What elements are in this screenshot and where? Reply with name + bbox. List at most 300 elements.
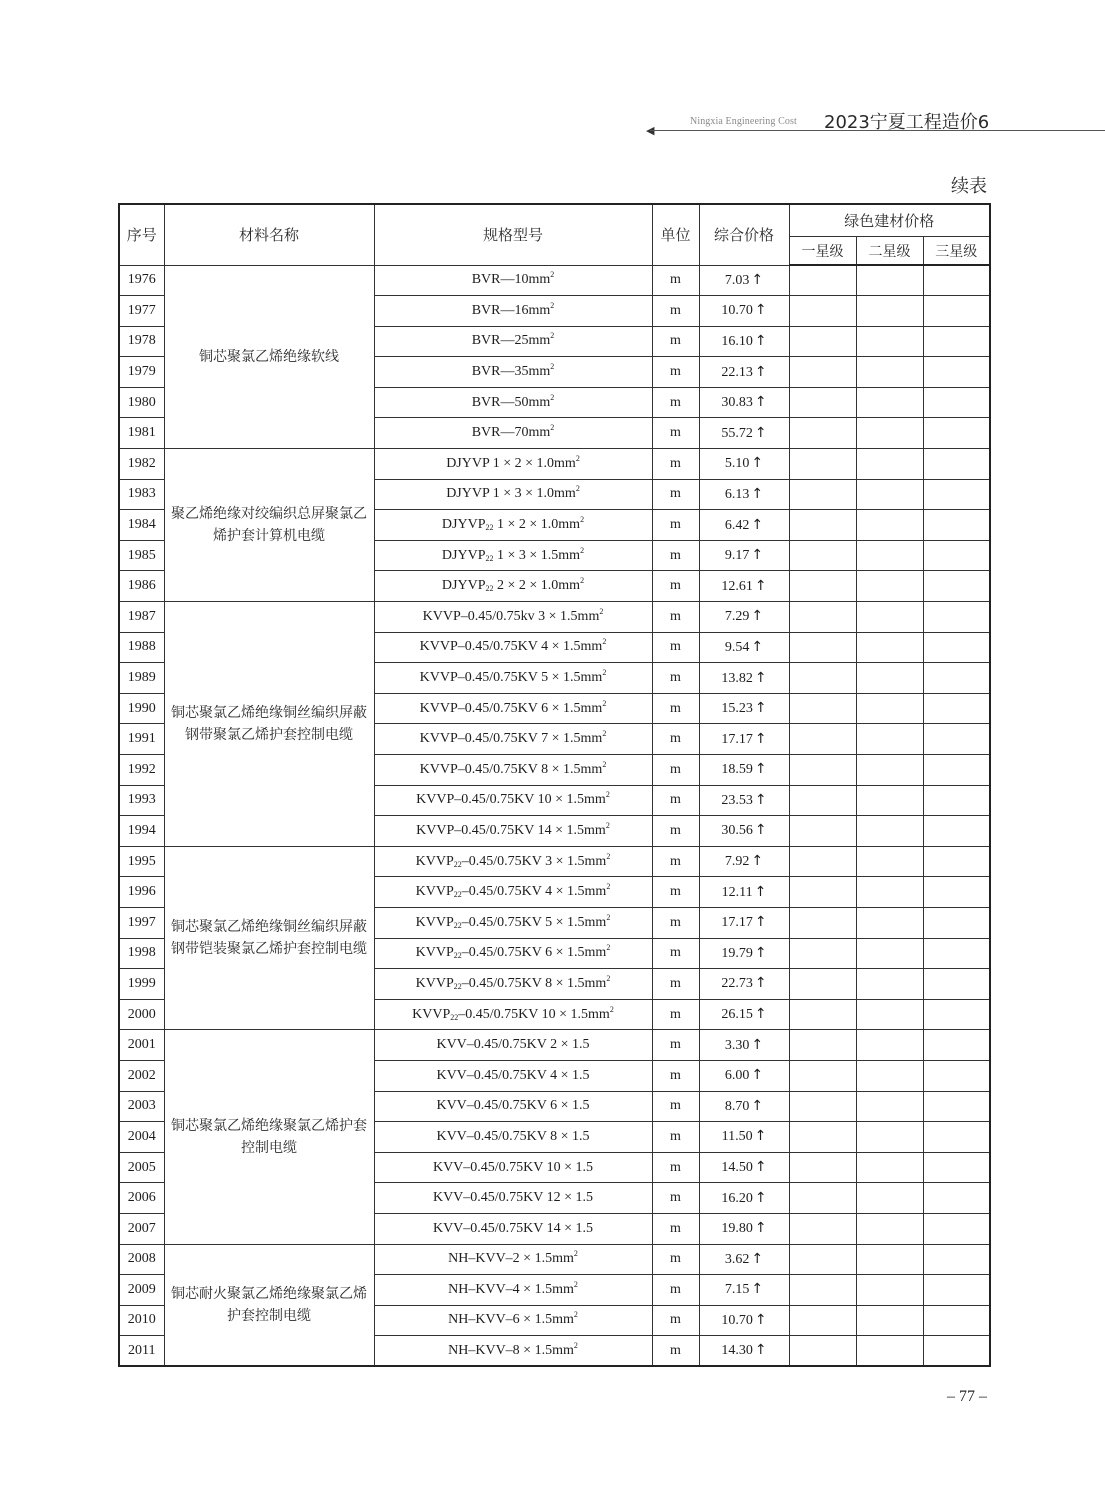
spec-model	[374, 571, 652, 602]
price-value: 3.62	[724, 1251, 750, 1267]
up-arrow-icon: ↑	[751, 638, 764, 655]
star3-price	[923, 387, 990, 418]
up-arrow-icon: ↑	[751, 485, 764, 502]
price-value: 9.54	[724, 639, 750, 655]
up-arrow-icon: ↑	[754, 975, 767, 992]
star2-price	[856, 907, 923, 938]
spec-model	[374, 357, 652, 388]
star1-price	[789, 1183, 856, 1214]
composite-price	[699, 326, 789, 357]
star2-price	[856, 510, 923, 541]
up-arrow-icon: ↑	[754, 1159, 767, 1176]
unit: m	[652, 1060, 699, 1091]
spec-prefix: KVVP	[415, 884, 454, 900]
price-value: 15.23	[721, 701, 753, 717]
up-arrow-icon: ↑	[751, 271, 764, 288]
price-value: 10.70	[721, 303, 753, 319]
star2-price	[856, 540, 923, 571]
spec-model	[374, 846, 652, 877]
composite-price	[699, 1060, 789, 1091]
spec-text: BVR—16mm	[471, 302, 551, 318]
spec-superscript: 2	[575, 484, 580, 494]
unit: m	[652, 1336, 699, 1367]
up-arrow-icon: ↑	[754, 669, 767, 686]
spec-text: KVVP–0.45/0.75KV 10 × 1.5mm	[416, 792, 606, 808]
row-number: 1986	[119, 571, 164, 602]
price-value: 17.17	[721, 731, 753, 747]
spec-model	[374, 1152, 652, 1183]
spec-superscript: 2	[580, 576, 585, 586]
spec-model	[374, 296, 652, 327]
row-number: 1989	[119, 663, 164, 694]
star2-price	[856, 724, 923, 755]
spec-superscript: 2	[580, 545, 585, 555]
star1-price	[789, 1122, 856, 1153]
up-arrow-icon: ↑	[754, 424, 767, 441]
unit: m	[652, 540, 699, 571]
material-name: 铜芯聚氯乙烯绝缘聚氯乙烯护套控制电缆	[164, 1030, 374, 1244]
up-arrow-icon: ↑	[751, 1250, 764, 1267]
table-body	[119, 265, 990, 1366]
star2-price	[856, 571, 923, 602]
spec-model	[374, 1122, 652, 1153]
header-star1: 一星级	[789, 237, 856, 266]
price-value: 5.10	[724, 456, 750, 472]
star1-price	[789, 1152, 856, 1183]
star1-price	[789, 999, 856, 1030]
composite-price	[699, 479, 789, 510]
header-price: 综合价格	[699, 204, 789, 265]
spec-text: KVV–0.45/0.75KV 2 × 1.5	[436, 1037, 590, 1053]
row-number: 1995	[119, 846, 164, 877]
spec-text: KVV–0.45/0.75KV 8 × 1.5	[436, 1128, 590, 1144]
price-value: 8.70	[724, 1098, 750, 1114]
up-arrow-icon: ↑	[754, 1342, 767, 1359]
composite-price	[699, 571, 789, 602]
spec-model	[374, 907, 652, 938]
star3-price	[923, 846, 990, 877]
spec-text: DJYVP 1 × 3 × 1.0mm	[446, 486, 576, 502]
star3-price	[923, 571, 990, 602]
price-value: 6.00	[724, 1068, 750, 1084]
unit: m	[652, 479, 699, 510]
star3-price	[923, 540, 990, 571]
table-row	[119, 1244, 990, 1275]
star3-price	[923, 1213, 990, 1244]
up-arrow-icon: ↑	[751, 547, 764, 564]
star2-price	[856, 1305, 923, 1336]
spec-subscript: 22	[485, 584, 494, 594]
star1-price	[789, 724, 856, 755]
spec-superscript: 2	[606, 912, 611, 922]
spec-text: BVR—50mm	[471, 394, 551, 410]
spec-superscript: 2	[606, 851, 611, 861]
star2-price	[856, 1030, 923, 1061]
star2-price	[856, 1275, 923, 1306]
row-number: 2008	[119, 1244, 164, 1275]
unit: m	[652, 755, 699, 786]
unit: m	[652, 1152, 699, 1183]
up-arrow-icon: ↑	[754, 822, 767, 839]
star3-price	[923, 510, 990, 541]
price-value: 10.70	[721, 1312, 753, 1328]
up-arrow-icon: ↑	[754, 363, 767, 380]
up-arrow-icon: ↑	[754, 1006, 767, 1023]
price-value: 22.73	[721, 976, 753, 992]
unit: m	[652, 1275, 699, 1306]
up-arrow-icon: ↑	[754, 1189, 767, 1206]
star2-price	[856, 265, 923, 296]
spec-model	[374, 265, 652, 296]
star1-price	[789, 907, 856, 938]
star2-price	[856, 693, 923, 724]
price-value: 55.72	[721, 425, 753, 441]
composite-price	[699, 1244, 789, 1275]
composite-price	[699, 1305, 789, 1336]
up-arrow-icon: ↑	[751, 455, 764, 472]
star3-price	[923, 602, 990, 633]
unit: m	[652, 1091, 699, 1122]
star1-price	[789, 1213, 856, 1244]
spec-text: KVV–0.45/0.75KV 12 × 1.5	[432, 1190, 594, 1206]
unit: m	[652, 1122, 699, 1153]
row-number: 1987	[119, 602, 164, 633]
price-value: 3.30	[724, 1037, 750, 1053]
spec-superscript: 2	[602, 698, 607, 708]
row-number: 1982	[119, 449, 164, 480]
unit: m	[652, 969, 699, 1000]
star2-price	[856, 479, 923, 510]
unit: m	[652, 632, 699, 663]
spec-model	[374, 540, 652, 571]
price-value: 6.42	[724, 517, 750, 533]
star3-price	[923, 693, 990, 724]
composite-price	[699, 1030, 789, 1061]
unit: m	[652, 999, 699, 1030]
price-value: 30.56	[721, 823, 753, 839]
unit: m	[652, 357, 699, 388]
spec-prefix: DJYVP	[441, 517, 486, 533]
header-star2: 二星级	[856, 237, 923, 266]
row-number: 2001	[119, 1030, 164, 1061]
star2-price	[856, 816, 923, 847]
composite-price	[699, 785, 789, 816]
spec-model	[374, 1091, 652, 1122]
unit: m	[652, 1213, 699, 1244]
unit: m	[652, 846, 699, 877]
star3-price	[923, 1152, 990, 1183]
row-number: 1984	[119, 510, 164, 541]
composite-price	[699, 755, 789, 786]
up-arrow-icon: ↑	[751, 1097, 764, 1114]
spec-text: –0.45/0.75KV 10 × 1.5mm	[458, 1006, 610, 1022]
spec-prefix: DJYVP	[441, 578, 486, 594]
star2-price	[856, 1091, 923, 1122]
header-english-title: Ningxia Engineering Cost	[690, 116, 797, 127]
row-number: 1998	[119, 938, 164, 969]
spec-model	[374, 326, 652, 357]
star1-price	[789, 418, 856, 449]
table-row	[119, 846, 990, 877]
spec-superscript: 2	[550, 331, 555, 341]
star1-price	[789, 510, 856, 541]
spec-subscript: 22	[450, 1012, 459, 1022]
spec-text: KVV–0.45/0.75KV 14 × 1.5	[432, 1220, 594, 1236]
star1-price	[789, 296, 856, 327]
spec-model	[374, 969, 652, 1000]
up-arrow-icon: ↑	[754, 332, 767, 349]
spec-model	[374, 785, 652, 816]
star2-price	[856, 969, 923, 1000]
spec-superscript: 2	[580, 515, 585, 525]
star1-price	[789, 357, 856, 388]
star3-price	[923, 326, 990, 357]
table-row	[119, 602, 990, 633]
spec-text: –0.45/0.75KV 6 × 1.5mm	[461, 945, 607, 961]
row-number: 1978	[119, 326, 164, 357]
unit: m	[652, 326, 699, 357]
star3-price	[923, 1244, 990, 1275]
star2-price	[856, 1244, 923, 1275]
spec-model	[374, 418, 652, 449]
unit: m	[652, 816, 699, 847]
composite-price	[699, 816, 789, 847]
up-arrow-icon: ↑	[754, 577, 767, 594]
star2-price	[856, 999, 923, 1030]
row-number: 1997	[119, 907, 164, 938]
row-number: 2011	[119, 1336, 164, 1367]
spec-text: 1 × 2 × 1.0mm	[493, 517, 581, 533]
spec-text: 2 × 2 × 1.0mm	[493, 578, 581, 594]
composite-price	[699, 1091, 789, 1122]
star3-price	[923, 1305, 990, 1336]
spec-superscript: 2	[606, 882, 611, 892]
star3-price	[923, 1275, 990, 1306]
composite-price	[699, 1336, 789, 1367]
material-name: 铜芯聚氯乙烯绝缘铜丝编织屏蔽钢带聚氯乙烯护套控制电缆	[164, 602, 374, 847]
running-header	[640, 104, 1105, 138]
unit: m	[652, 785, 699, 816]
composite-price	[699, 724, 789, 755]
star2-price	[856, 846, 923, 877]
spec-text: NH–KVV–8 × 1.5mm	[448, 1342, 574, 1358]
composite-price	[699, 1275, 789, 1306]
spec-text: NH–KVV–4 × 1.5mm	[448, 1281, 574, 1297]
spec-prefix: DJYVP	[441, 547, 486, 563]
spec-text: BVR—10mm	[471, 272, 551, 288]
star3-price	[923, 479, 990, 510]
spec-model	[374, 1275, 652, 1306]
spec-superscript: 2	[573, 1340, 578, 1350]
spec-text: –0.45/0.75KV 4 × 1.5mm	[461, 884, 607, 900]
table-row	[119, 1030, 990, 1061]
up-arrow-icon: ↑	[754, 1220, 767, 1237]
spec-text: KVVP–0.45/0.75kv 3 × 1.5mm	[422, 608, 600, 624]
star2-price	[856, 1122, 923, 1153]
star3-price	[923, 1030, 990, 1061]
spec-text: KVVP–0.45/0.75KV 8 × 1.5mm	[419, 761, 603, 777]
star3-price	[923, 663, 990, 694]
star1-price	[789, 846, 856, 877]
composite-price	[699, 387, 789, 418]
star2-price	[856, 387, 923, 418]
spec-subscript: 22	[453, 859, 462, 869]
row-number: 2002	[119, 1060, 164, 1091]
price-value: 19.79	[721, 945, 753, 961]
spec-model	[374, 387, 652, 418]
spec-model	[374, 877, 652, 908]
spec-superscript: 2	[602, 637, 607, 647]
star1-price	[789, 1336, 856, 1367]
spec-model	[374, 510, 652, 541]
header-green-price: 绿色建材价格	[789, 204, 990, 237]
spec-model	[374, 755, 652, 786]
unit: m	[652, 1305, 699, 1336]
spec-text: KVVP–0.45/0.75KV 5 × 1.5mm	[419, 670, 603, 686]
star2-price	[856, 1336, 923, 1367]
spec-subscript: 22	[453, 981, 462, 991]
spec-model	[374, 1305, 652, 1336]
price-value: 16.10	[721, 333, 753, 349]
star3-price	[923, 418, 990, 449]
unit: m	[652, 1030, 699, 1061]
price-value: 18.59	[721, 762, 753, 778]
up-arrow-icon: ↑	[754, 1128, 767, 1145]
row-number: 2005	[119, 1152, 164, 1183]
unit: m	[652, 571, 699, 602]
spec-text: –0.45/0.75KV 3 × 1.5mm	[461, 853, 607, 869]
row-number: 1999	[119, 969, 164, 1000]
header-chinese-title: 2023宁夏工程造价6	[824, 112, 990, 133]
spec-superscript: 2	[605, 820, 610, 830]
price-value: 7.92	[724, 854, 750, 870]
price-value: 22.13	[721, 364, 753, 380]
spec-text: NH–KVV–2 × 1.5mm	[448, 1251, 574, 1267]
star3-price	[923, 755, 990, 786]
star1-price	[789, 571, 856, 602]
price-value: 17.17	[721, 915, 753, 931]
up-arrow-icon: ↑	[751, 853, 764, 870]
material-name: 铜芯聚氯乙烯绝缘铜丝编织屏蔽钢带铠装聚氯乙烯护套控制电缆	[164, 846, 374, 1030]
row-number: 1994	[119, 816, 164, 847]
spec-superscript: 2	[550, 392, 555, 402]
composite-price	[699, 1122, 789, 1153]
unit: m	[652, 265, 699, 296]
composite-price	[699, 418, 789, 449]
price-value: 16.20	[721, 1190, 753, 1206]
star1-price	[789, 969, 856, 1000]
star1-price	[789, 663, 856, 694]
spec-prefix: KVVP	[415, 853, 454, 869]
material-name: 铜芯聚氯乙烯绝缘软线	[164, 265, 374, 449]
table-row	[119, 265, 990, 296]
price-value: 19.80	[721, 1221, 753, 1237]
star2-price	[856, 785, 923, 816]
up-arrow-icon: ↑	[754, 791, 767, 808]
star2-price	[856, 1060, 923, 1091]
row-number: 1985	[119, 540, 164, 571]
row-number: 1983	[119, 479, 164, 510]
spec-superscript: 2	[602, 759, 607, 769]
up-arrow-icon: ↑	[754, 302, 767, 319]
spec-text: NH–KVV–6 × 1.5mm	[448, 1312, 574, 1328]
spec-text: KVV–0.45/0.75KV 10 × 1.5	[432, 1159, 594, 1175]
spec-superscript: 2	[550, 270, 555, 280]
price-value: 14.50	[721, 1160, 753, 1176]
spec-model	[374, 1060, 652, 1091]
spec-text: DJYVP 1 × 2 × 1.0mm	[446, 455, 576, 471]
star2-price	[856, 663, 923, 694]
spec-text: KVVP–0.45/0.75KV 14 × 1.5mm	[416, 822, 606, 838]
unit: m	[652, 296, 699, 327]
header-star3: 三星级	[923, 237, 990, 266]
price-value: 7.29	[724, 609, 750, 625]
star1-price	[789, 387, 856, 418]
star2-price	[856, 296, 923, 327]
spec-superscript: 2	[573, 1279, 578, 1289]
star3-price	[923, 632, 990, 663]
spec-model	[374, 816, 652, 847]
star2-price	[856, 1152, 923, 1183]
price-value: 6.13	[724, 486, 750, 502]
up-arrow-icon: ↑	[754, 1311, 767, 1328]
star3-price	[923, 449, 990, 480]
star2-price	[856, 938, 923, 969]
star3-price	[923, 938, 990, 969]
unit: m	[652, 1244, 699, 1275]
price-value: 13.82	[721, 670, 753, 686]
price-value: 12.11	[721, 884, 753, 900]
header-unit: 单位	[652, 204, 699, 265]
star1-price	[789, 1060, 856, 1091]
star1-price	[789, 938, 856, 969]
row-number: 1976	[119, 265, 164, 296]
up-arrow-icon: ↑	[751, 608, 764, 625]
star1-price	[789, 326, 856, 357]
composite-price	[699, 1213, 789, 1244]
up-arrow-icon: ↑	[754, 700, 767, 717]
composite-price	[699, 846, 789, 877]
price-value: 12.61	[721, 578, 753, 594]
star1-price	[789, 816, 856, 847]
composite-price	[699, 265, 789, 296]
price-value: 23.53	[721, 792, 753, 808]
composite-price	[699, 999, 789, 1030]
star3-price	[923, 1060, 990, 1091]
spec-subscript: 22	[453, 920, 462, 930]
star3-price	[923, 816, 990, 847]
spec-subscript: 22	[485, 523, 494, 533]
page-number: – 77 –	[947, 1388, 987, 1405]
spec-text: KVVP–0.45/0.75KV 6 × 1.5mm	[419, 700, 603, 716]
spec-text: KVVP–0.45/0.75KV 7 × 1.5mm	[419, 731, 603, 747]
spec-model	[374, 1244, 652, 1275]
composite-price	[699, 357, 789, 388]
spec-model	[374, 1183, 652, 1214]
row-number: 1981	[119, 418, 164, 449]
star2-price	[856, 1213, 923, 1244]
spec-model	[374, 724, 652, 755]
up-arrow-icon: ↑	[754, 730, 767, 747]
price-table	[118, 203, 991, 1367]
star2-price	[856, 418, 923, 449]
up-arrow-icon: ↑	[754, 944, 767, 961]
star1-price	[789, 755, 856, 786]
spec-superscript: 2	[573, 1249, 578, 1259]
star1-price	[789, 785, 856, 816]
up-arrow-icon: ↑	[754, 761, 767, 778]
spec-superscript: 2	[606, 973, 611, 983]
